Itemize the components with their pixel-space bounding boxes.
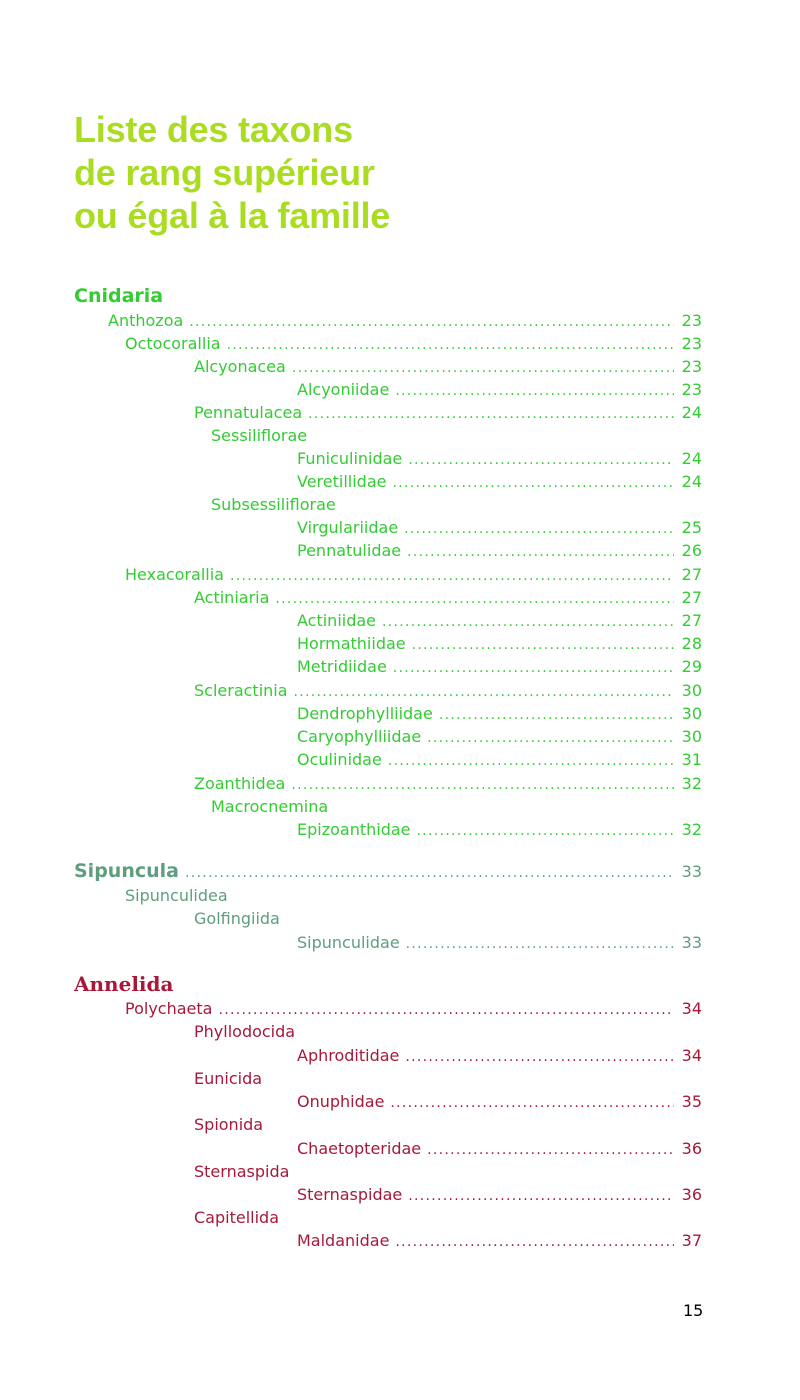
leader-dots [405,1046,674,1069]
leader-dots [390,1092,674,1115]
leader-dots [407,541,674,564]
toc-entry[interactable]: Oculinidae ..... 31 [297,748,702,771]
leader-dots [392,472,674,495]
toc-subheading: Sessiliflorae [211,426,308,445]
page-ref: 23 [681,311,702,330]
leader-dots [427,1139,674,1162]
page-ref: 24 [681,449,702,468]
toc-subheading: Macrocnemina [211,797,329,816]
leader-dots [308,403,674,426]
page-ref: 30 [681,681,702,700]
page-number: 15 [683,1301,704,1320]
leader-dots [218,999,674,1022]
toc-entry[interactable]: Sternaspidae ..... 36 [297,1183,702,1206]
toc-subheading: Sternaspida [194,1162,290,1181]
toc-subheading: Capitellida [194,1208,279,1227]
toc-entry[interactable]: Onuphidae ..... 35 [297,1090,702,1113]
toc-entry[interactable]: Hexacorallia ..... 27 [125,563,702,586]
leader-dots [230,565,674,588]
toc-entry[interactable]: Virgulariidae ..... 25 [297,516,702,539]
page-ref: 27 [681,611,702,630]
leader-dots [395,1231,674,1254]
page-ref: 26 [681,541,702,560]
leader-dots [404,518,674,541]
title-line: Liste des taxons [74,109,353,150]
toc-entry[interactable]: Sipunculidae ..... 33 [297,931,702,954]
page-ref: 24 [681,403,702,422]
page-ref: 27 [681,565,702,584]
page-ref: 24 [681,472,702,491]
toc-entry[interactable]: Pennatulacea ..... 24 [194,401,702,424]
toc-subheading: Phyllodocida [194,1022,296,1041]
toc-entry[interactable]: Actiniidae ..... 27 [297,609,702,632]
toc-subheading: Subsessiliflorae [211,495,336,514]
leader-dots [412,634,674,657]
page-ref: 28 [681,634,702,653]
page-ref: 36 [681,1185,702,1204]
toc-entry[interactable]: Hormathiidae ..... 28 [297,632,702,655]
toc-entry[interactable]: Funiculinidae ..... 24 [297,447,702,470]
page-ref: 32 [681,774,702,793]
toc-entry[interactable]: Anthozoa ..... 23 [108,309,702,332]
toc-entry[interactable]: Aphroditidae ..... 34 [297,1044,702,1067]
toc-entry[interactable]: Pennatulidae ..... 26 [297,539,702,562]
page-ref: 27 [681,588,702,607]
toc-entry[interactable]: Epizoanthidae ..... 32 [297,818,702,841]
leader-dots [395,380,674,403]
leader-dots [408,1185,674,1208]
leader-dots [227,334,674,357]
toc-entry[interactable]: Octocorallia ..... 23 [125,332,702,355]
toc-entry[interactable]: Scleractinia ..... 30 [194,679,702,702]
page-ref: 29 [681,657,702,676]
toc-entry[interactable]: Zoanthidea ..... 32 [194,772,702,795]
toc-subheading: Spionida [194,1115,264,1134]
phylum-heading-cnidaria: Cnidaria [74,285,164,307]
leader-dots [189,311,674,334]
toc-entry[interactable]: Chaetopteridae ..... 36 [297,1137,702,1160]
leader-dots [185,862,674,885]
leader-dots [382,611,674,634]
toc-entry[interactable]: Polychaeta ..... 34 [125,997,702,1020]
leader-dots [393,657,674,680]
toc-entry[interactable]: Actiniaria ..... 27 [194,586,702,609]
leader-dots [408,449,674,472]
page-ref: 25 [681,518,702,537]
leader-dots [417,820,674,843]
page-ref: 30 [681,727,702,746]
title-line: ou égal à la famille [74,195,391,236]
toc-entry[interactable]: Metridiidae ..... 29 [297,655,702,678]
leader-dots [294,681,674,704]
phylum-heading-annelida: Annelida [74,972,174,996]
toc-entry[interactable]: Alcyonacea ..... 23 [194,355,702,378]
toc-entry[interactable]: Maldanidae ..... 37 [297,1229,702,1252]
toc-entry[interactable]: Alcyoniidae ..... 23 [297,378,702,401]
page-ref: 23 [681,380,702,399]
toc-entry[interactable]: Caryophylliidae ..... 30 [297,725,702,748]
page-ref: 34 [681,1046,702,1065]
leader-dots [427,727,674,750]
page-ref: 23 [681,334,702,353]
page-title [74,108,390,237]
toc-entry[interactable]: Dendrophylliidae ..... 30 [297,702,702,725]
leader-dots [292,357,674,380]
leader-dots [388,750,674,773]
phylum-heading-sipuncula[interactable]: Sipuncula ..... 33 [74,860,702,883]
page-ref: 37 [681,1231,702,1250]
page-ref: 31 [681,750,702,769]
page-ref: 30 [681,704,702,723]
toc-subheading: Eunicida [194,1069,263,1088]
toc-subheading: Sipunculidea [125,886,228,905]
title-line: de rang supérieur [74,152,375,193]
page-ref: 32 [681,820,702,839]
toc-subheading: Golfingiida [194,909,280,928]
leader-dots [406,933,674,956]
leader-dots [275,588,674,611]
leader-dots [291,774,674,797]
page-ref: 35 [681,1092,702,1111]
toc-entry[interactable]: Veretillidae ..... 24 [297,470,702,493]
page-ref: 23 [681,357,702,376]
page-ref: 34 [681,999,702,1018]
page-ref: 33 [681,933,702,952]
page-ref: 33 [681,862,702,881]
page-ref: 36 [681,1139,702,1158]
leader-dots [439,704,674,727]
